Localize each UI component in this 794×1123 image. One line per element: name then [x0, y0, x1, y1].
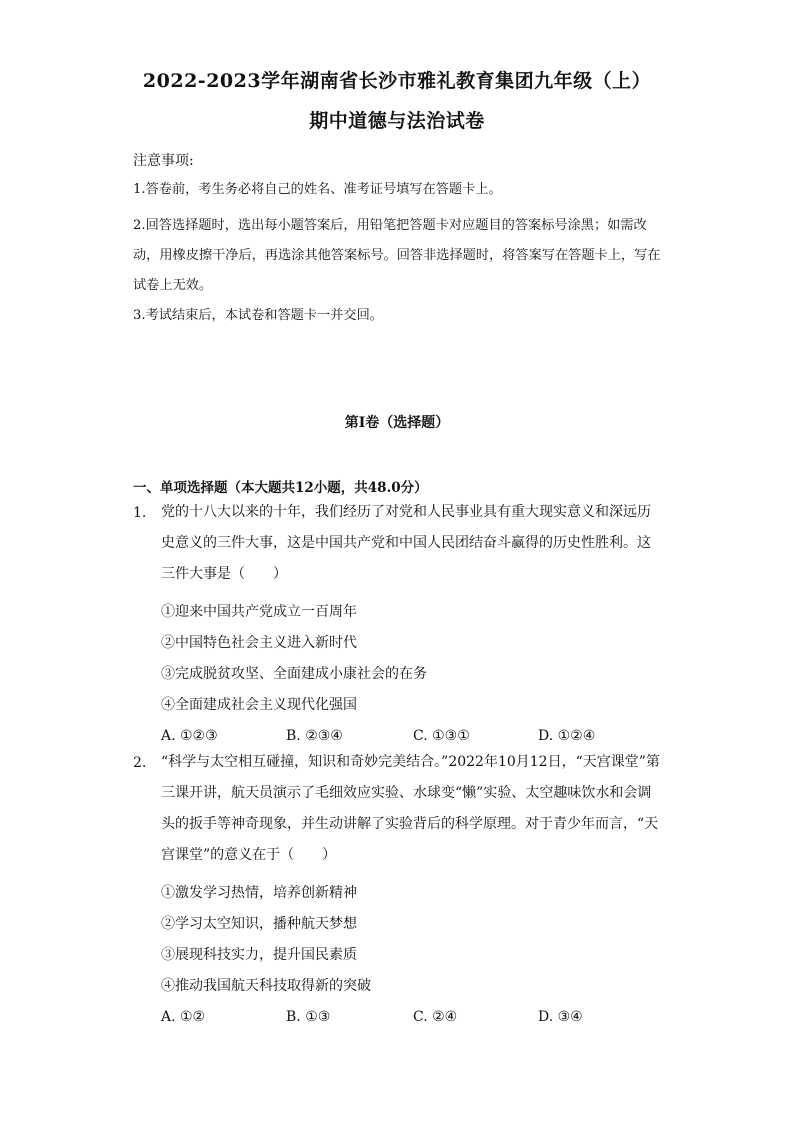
- answer-choice-a: A. ①②③: [161, 728, 218, 744]
- part-title: 一、单项选择题（本大题共12小题，共48.0分）: [133, 480, 428, 496]
- answer-choice-d: D. ①②④: [538, 728, 596, 744]
- question-stem: 党的十八大以来的十年，我们经历了对党和人民事业具有重大现实意义和深远历史意义的三件大事，这是中国共产党和中国人民团结奋斗赢得的历史性胜利。这三件大事是（ ）: [161, 504, 651, 582]
- question-option: ④全面建成社会主义现代化强国: [161, 697, 357, 713]
- notice-item-1: 1.答卷前，考生务必将自己的姓名、准考证号填写在答题卡上。: [133, 182, 502, 197]
- answer-choice-a: A. ①②: [161, 1009, 206, 1025]
- question-option: ③完成脱贫攻坚、全面建成小康社会的在务: [161, 666, 427, 682]
- answer-choice-c: C. ②④: [413, 1009, 458, 1025]
- answer-choices: [161, 1002, 661, 1033]
- question-option: ①激发学习热情，培养创新精神: [161, 885, 357, 901]
- notice-item-3: 3.考试结束后，本试卷和答题卡一并交回。: [133, 308, 383, 323]
- answer-choice-d: D. ③④: [538, 1009, 583, 1025]
- answer-choice-b: B. ②③④: [286, 728, 343, 744]
- answer-choice-c: C. ①③①: [413, 728, 470, 744]
- exam-title-line1: 2022-2023学年湖南省长沙市雅礼教育集团九年级（上）: [142, 70, 652, 92]
- exam-title-line2: 期中道德与法治试卷: [309, 110, 485, 132]
- question-option: ②中国特色社会主义进入新时代: [161, 635, 357, 651]
- question-option: ③展现科技实力，提升国民素质: [161, 947, 357, 963]
- answer-choice-b: B. ①③: [286, 1009, 331, 1025]
- question-option: ①迎来中国共产党成立一百周年: [161, 604, 357, 620]
- question-option: ②学习太空知识，播种航天梦想: [161, 916, 357, 932]
- question-number: 1.: [133, 505, 147, 521]
- question-number: 2.: [133, 755, 147, 771]
- notice-item-2: 2.回答选择题时，选出每小题答案后，用铅笔把答题卡对应题目的答案标号涂黑；如需改动，用橡皮擦干净后，再选涂其他答案标号。回答非选择题时，将答案写在答题卡上，写在试卷上无效。: [133, 218, 661, 293]
- question-stem: “科学与太空相互碰撞，知识和奇妙完美结合。”2022年10月12日，“天宫课堂”第三课开讲，航天员演示了毛细效应实验、水球变“懒”实验、太空趣味饮水和会调头的扳手等神奇现象，并生动讲解了实验背后的科学原理。对于青少年而言，“天宫课堂”的意义在于（ ）: [161, 754, 660, 863]
- notice-heading: 注意事项:: [133, 153, 194, 169]
- question-option: ④推动我国航天科技取得新的突破: [161, 978, 371, 994]
- section-title: 第I卷（选择题）: [344, 415, 450, 431]
